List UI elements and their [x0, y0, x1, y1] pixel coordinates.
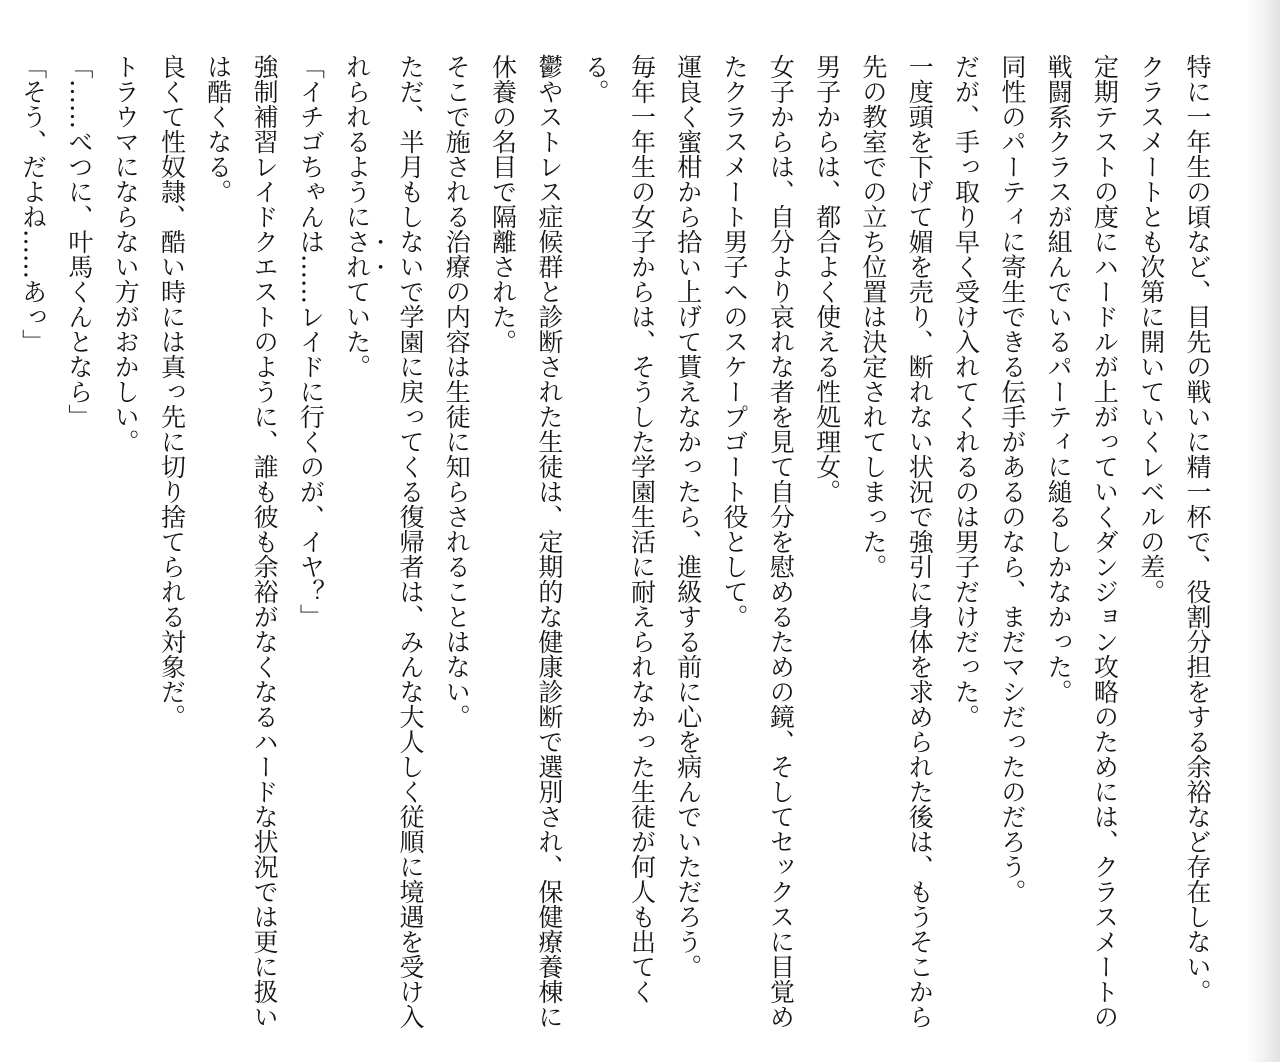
text-line-4: 同性のパーティに寄生できる伝手があるのなら、まだマシだったのだろう。 — [997, 54, 1027, 904]
text-line-6: 一度頭を下げて媚を売り、断れない状況で強引に身体を求められた後は、もうそこから先の教室での立ち位置は決定されてしまった。 — [858, 54, 935, 1029]
text-line-1: 特に一年生の頃など、目先の戦いに精一杯で、役割分担をする余裕など存在しない。 — [1183, 54, 1212, 1004]
text-line-3: 定期テストの度にハードルが上がっていくダンジョン攻略のためには、クラスメートの戦闘系クラスが組んでいるパーティに縋るしかなかった。 — [1044, 54, 1120, 1029]
text-line-13-emphasis: され — [342, 229, 372, 279]
text-line-16: 良くて性奴隷、酷い時には真っ先に切り捨てられる対象だ。 — [157, 54, 187, 729]
text-line-9: 運良く蜜柑から拾い上げて貰えなかったら、進級する前に心を病んでいただろう。 — [673, 54, 703, 979]
text-line-13-before: ただ、半月もしないで学園に戻ってくる復帰者は、みんな大人しく従順に境遇を受け入れられるように — [342, 54, 425, 1029]
text-line-11: 鬱やストレス症候群と診断された生徒は、定期的な健康診断で選別され、保健療養棟に休養の名目で隔離された。 — [488, 54, 564, 1029]
vertical-text-body — [18, 54, 1220, 1044]
text-line-13-after: ていた。 — [342, 279, 372, 379]
text-line-13 — [333, 54, 433, 1044]
text-line-15: 強制補習レイドクエストのように、誰も彼も余裕がなくなるハードな状況では更に扱いは酷くなる。 — [203, 54, 280, 1029]
text-line-19: 「そう、だよね……あっ」 — [18, 54, 48, 354]
text-line-8: 女子からは、自分より哀れな者を見て自分を慰めるための鏡、そしてセックスに目覚めたクラスメート男子へのスケープゴート役として。 — [720, 54, 796, 1029]
text-line-5: だが、手っ取り早く受け入れてくれるのは男子だけだった。 — [951, 54, 981, 729]
text-line-12: そこで施される治療の内容は生徒に知らされることはない。 — [442, 54, 472, 729]
text-line-7: 男子からは、都合よく使える性処理女。 — [812, 54, 842, 504]
text-line-14: 「イチゴちゃんは……レイドに行くのが、イヤ？」 — [296, 54, 326, 629]
text-line-18: 「……べつに、叶馬くんとなら」 — [64, 54, 94, 429]
text-line-17: トラウマにならない方がおかしい。 — [111, 54, 141, 454]
text-line-10: 毎年一年生の女子からは、そうした学園生活に耐えられなかった生徒が何人も出てくる。 — [581, 54, 657, 1004]
page-edge-shadow — [1246, 0, 1280, 1062]
text-line-2: クラスメートとも次第に開いていくレベルの差。 — [1136, 54, 1166, 604]
